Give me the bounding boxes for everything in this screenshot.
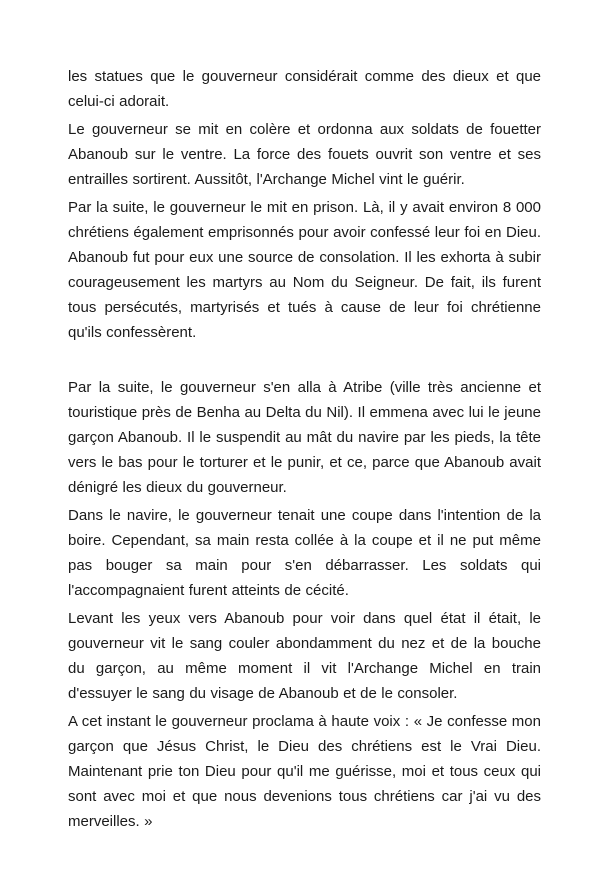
paragraph-5: Dans le navire, le gouverneur tenait une coupe dans l'intention de la boire. Cependant, sa main resta collée à la coupe et il ne put même pas bouger sa main pour s'en débarrasser. Les soldats qui l'accompagnaient furent atteints de cécité. — [68, 507, 541, 599]
paragraph-3: Par la suite, le gouverneur le mit en prison. Là, il y avait environ 8 000 chrétiens également emprisonnés pour avoir confessé leur foi en Dieu. Abanoub fut pour eux une source de consolation. Il les exhorta à subir courageusement les martyrs au Nom du Seigneur. De fait, ils furent tous persécutés, martyrisés et tués à cause de leur foi chrétienne qu'ils confessèrent. — [68, 199, 541, 341]
paragraph-7: A cet instant le gouverneur proclama à haute voix : « Je confesse mon garçon que Jésus Christ, le Dieu des chrétiens est le Vrai Dieu. Maintenant prie ton Dieu pour qu'il me guérisse, moi et tous ceux qui sont avec moi et que nous devenions tous chrétiens car j'ai vu des merveilles. » — [68, 713, 541, 830]
paragraph-2: Le gouverneur se mit en colère et ordonna aux soldats de fouetter Abanoub sur le ventre. La force des fouets ouvrit son ventre et ses entrailles sortirent. Aussitôt, l'Archange Michel vint le guérir. — [68, 121, 541, 188]
empty-paragraph — [68, 348, 541, 372]
paragraph-4: Par la suite, le gouverneur s'en alla à Atribe (ville très ancienne et touristique près de Benha au Delta du Nil). Il emmena avec lui le jeune garçon Abanoub. Il le suspendit au mât du navire par les pieds, la tête vers le bas pour le torturer et le punir, et ce, parce que Abanoub avait dénigré les dieux du gouverneur. — [68, 379, 541, 496]
paragraph-1: les statues que le gouverneur considérait comme des dieux et que celui-ci adorait. — [68, 68, 541, 110]
paragraph-6: Levant les yeux vers Abanoub pour voir dans quel état il était, le gouverneur vit le sang couler abondamment du nez et de la bouche du garçon, au même moment il vit l'Archange Michel en train d'essuyer le sang du visage de Abanoub et de le consoler. — [68, 610, 541, 702]
